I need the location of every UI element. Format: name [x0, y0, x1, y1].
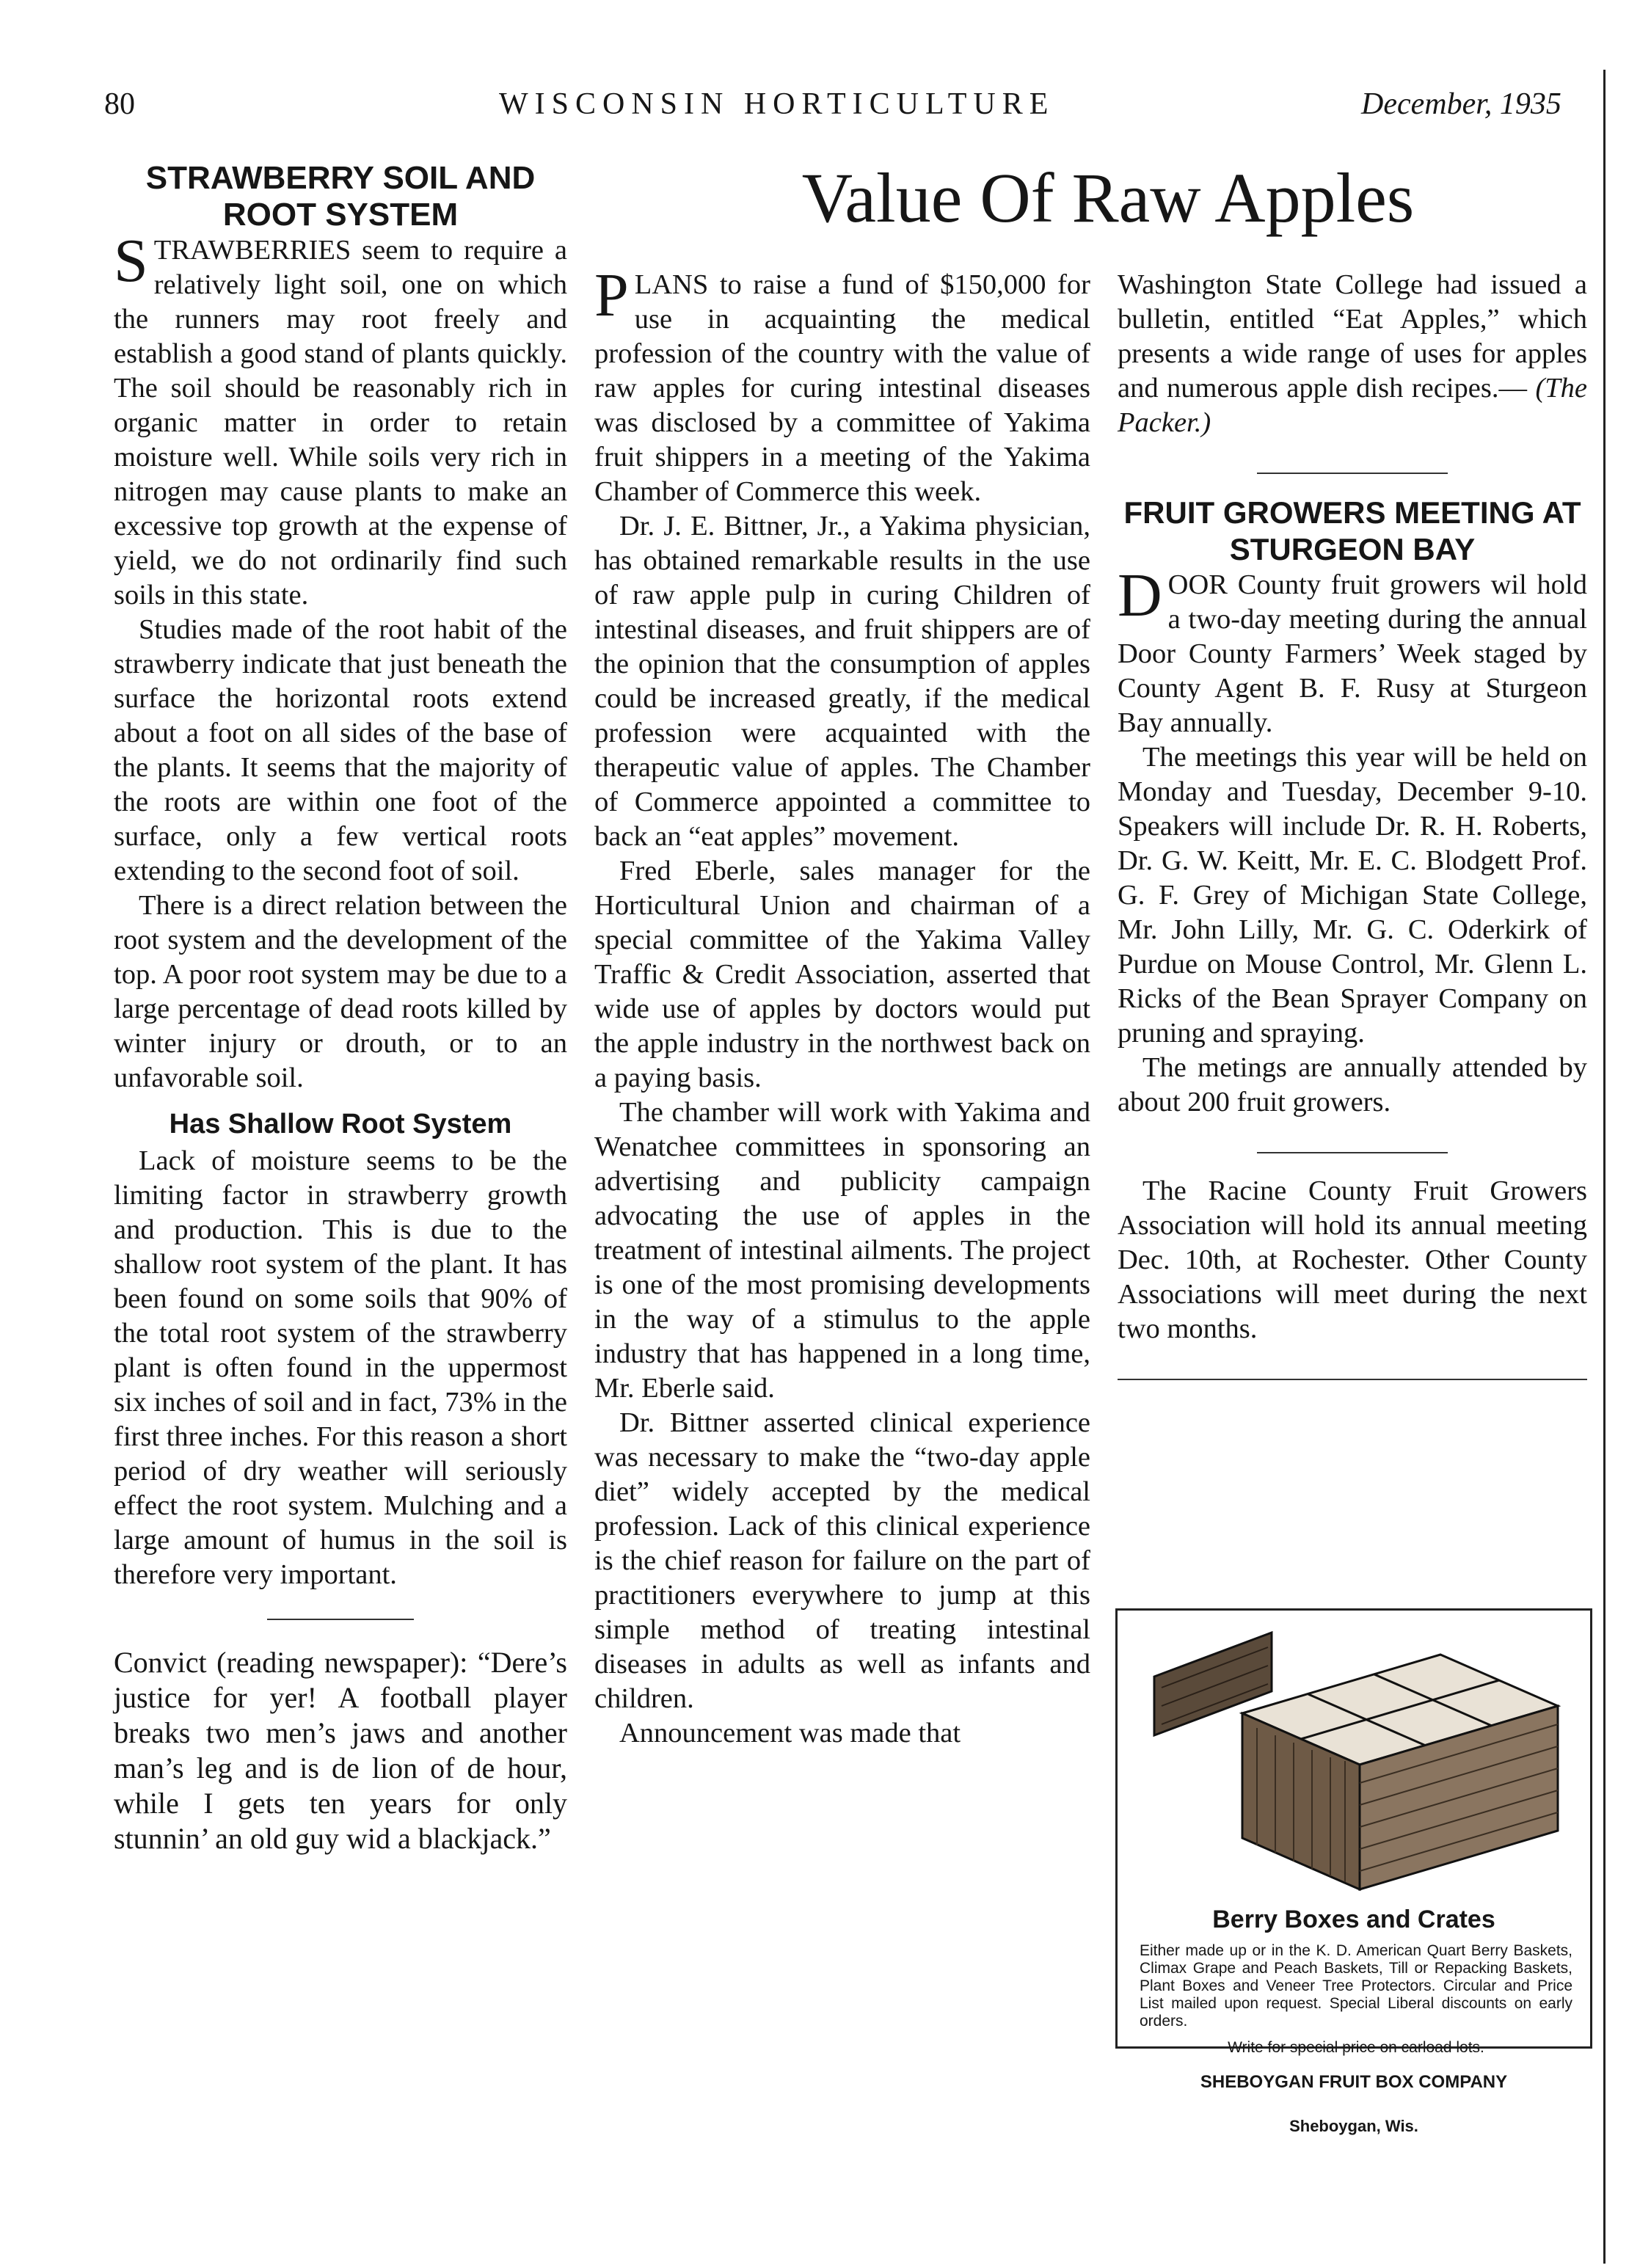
lead-word: TRAWBERRIES: [153, 235, 351, 266]
dropcap: S: [114, 227, 148, 295]
strawberry-paragraph-4: Lack of moisture seems to be the limiting factor in strawberry growth and production. This is due to the shallow root system of the plant. It has been found on some soils that 90% of the total root system of the strawberry plant is often found in the uppermost six inches of soil and in fact, 73% in the first three inches. For this reason a short period of dry weather will seriously effect the root system. Mulching and a large amount of humus in the soil is therefore very important.: [114, 1145, 568, 1590]
dropcap: P: [594, 261, 629, 329]
berry-box-advertisement: [1115, 1608, 1592, 2135]
meeting-paragraph-1: DOOR County fruit growers wil hold a two-day meeting during the annual Door County Farmers’ Week staged by County Agent B. F. Rusy at Sturgeon Bay annually.: [1118, 561, 1587, 738]
apples-paragraph-2: Dr. J. E. Bittner, Jr., a Yakima physician, has obtained remarkable results in the use of raw apple pulp in curing Children of intestinal diseases, and fruit shippers are of the opinion that the consumption of apples could be increased greatly, if the medical profession were acquainted with the therapeutic value of apples. The Chamber of Commerce appointed a committee to back an “eat apples” movement.: [594, 511, 1090, 852]
strawberry-paragraph-3: There is a direct relation between the root system and the development of the top. A poor root system may be due to a large percentage of dead roots killed by winter injury or drouth, or to an unfavorable soil.: [114, 890, 567, 1093]
racine-paragraph: The Racine County Fruit Growers Association will hold its annual meeting Dec. 10th, at Rochester. Other County Associations will meet during the next two months.: [1118, 1175, 1587, 1344]
meeting-heading: FRUIT GROWERS MEETING AT STURGEON BAY: [1123, 495, 1581, 566]
page-number: 80: [104, 87, 135, 121]
berry-crate-illustration: [1147, 1625, 1565, 1897]
ad-title: Berry Boxes and Crates: [1212, 1906, 1495, 1933]
column-strawberry: [114, 160, 567, 1856]
issue-date: December, 1935: [1361, 87, 1561, 121]
lead-word: LANS: [634, 269, 709, 300]
article-title: Value Of Raw Apples: [801, 158, 1415, 237]
ad-body: Either made up or in the K. D. American Quart Berry Baskets, Climax Grape and Peach Baskets, Till or Repacking Baskets, Plant Boxes and Veneer Tree Protectors. Circular and Price List mailed upon request. Special Liberal discounts on early orders.: [1140, 1942, 1572, 2030]
ad-write-line: Write for special price on carload lots.: [1228, 2039, 1484, 2056]
page-edge-rule: [1603, 70, 1606, 2264]
column-raw-apples: [594, 261, 1090, 1751]
apples-paragraph-5: Dr. Bittner asserted clinical experience was necessary to make the “two-day apple diet” widely accepted by the medical profession. Lack of this clinical experience is the chief reason for failure on the part of practitioners everywhere to jump at this simple method of treating intestinal diseases in adults as well as infants and children.: [594, 1407, 1090, 1714]
source-credit: (The Packer.): [1118, 373, 1588, 438]
strawberry-paragraph-2: Studies made of the root habit of the strawberry indicate that just beneath the surface the horizontal roots extend about a foot on all sides of the base of the plants. It seems that the majority of the roots are within one foot of the surface, only a few vertical roots extending to the second foot of soil.: [114, 614, 567, 886]
meeting-paragraph-2: The meetings this year will be held on Monday and Tuesday, December 9-10. Speakers will include Dr. R. H. Roberts, Dr. G. W. Keitt, Mr. E. C. Blodgett Prof. G. F. Grey of Michigan State College, Mr. John Lilly, Mr. G. C. Oderkirk of Purdue on Mouse Control, Mr. Glenn L. Ricks of the Bean Sprayer Company on pruning and spraying.: [1118, 742, 1587, 1049]
dropcap: D: [1118, 561, 1162, 630]
column-meetings: [1118, 268, 1587, 1407]
ad-city: Sheboygan, Wis.: [1289, 2117, 1418, 2135]
apples-paragraph-4: The chamber will work with Yakima and Wenatchee committees in sponsoring an advertising and publicity campaign advocating the use of apples in the treatment of intestinal ailments. The project is one of the most promising developments in the way of a stimulus to the apple industry that has happened in a long time, Mr. Eberle said.: [594, 1097, 1090, 1404]
washington-paragraph: Washington State College had issued a bulletin, entitled “Eat Apples,” which presents a wide range of uses for apples and numerous apple dish recipes.— (The Packer.): [1118, 269, 1588, 438]
ad-company: SHEBOYGAN FRUIT BOX COMPANY: [1200, 2072, 1508, 2092]
divider: [267, 1619, 414, 1620]
divider: [1118, 1379, 1587, 1380]
divider: [1257, 1152, 1448, 1153]
magazine-title: WISCONSIN HORTICULTURE: [499, 87, 1055, 121]
divider: [1257, 473, 1448, 474]
strawberry-paragraph-1: STRAWBERRIES seem to require a relatively light soil, one on which the runners may root freely and establish a good stand of plants quickly. The soil should be reasonably rich in organic matter in order to retain moisture well. While soils very rich in nitrogen may cause plants to make an excessive top growth at the expense of yield, we do not ordinarily find such soils in this state.: [114, 227, 567, 610]
apples-paragraph-6: Announcement was made that: [619, 1718, 961, 1749]
apples-paragraph-1: PLANS to raise a fund of $150,000 for use in acquainting the medical profession of the country with the value of raw apples for curing intestinal diseases was disclosed by a committee of Yakima fruit shippers in a meeting of the Yakima Chamber of Commerce this week.: [594, 261, 1090, 507]
convict-joke: Convict (reading newspaper): “Dere’s justice for yer! A football player breaks two men’s jaws and another man’s leg and is de lion of de hour, while I gets ten years for only stunnin’ an old guy wid a blackjack.”: [114, 1646, 567, 1855]
apples-paragraph-3: Fred Eberle, sales manager for the Horticultural Union and chairman of a special committee of the Yakima Valley Traffic & Credit Association, asserted that wide use of apples by doctors would put the apple industry in the northwest back on a paying basis.: [594, 856, 1090, 1093]
meeting-paragraph-3: The metings are annually attended by about 200 fruit growers.: [1118, 1052, 1587, 1117]
lead-word: OOR: [1167, 569, 1228, 600]
strawberry-subheading: Has Shallow Root System: [169, 1109, 512, 1140]
strawberry-heading: STRAWBERRY SOIL AND ROOT SYSTEM: [145, 160, 536, 233]
